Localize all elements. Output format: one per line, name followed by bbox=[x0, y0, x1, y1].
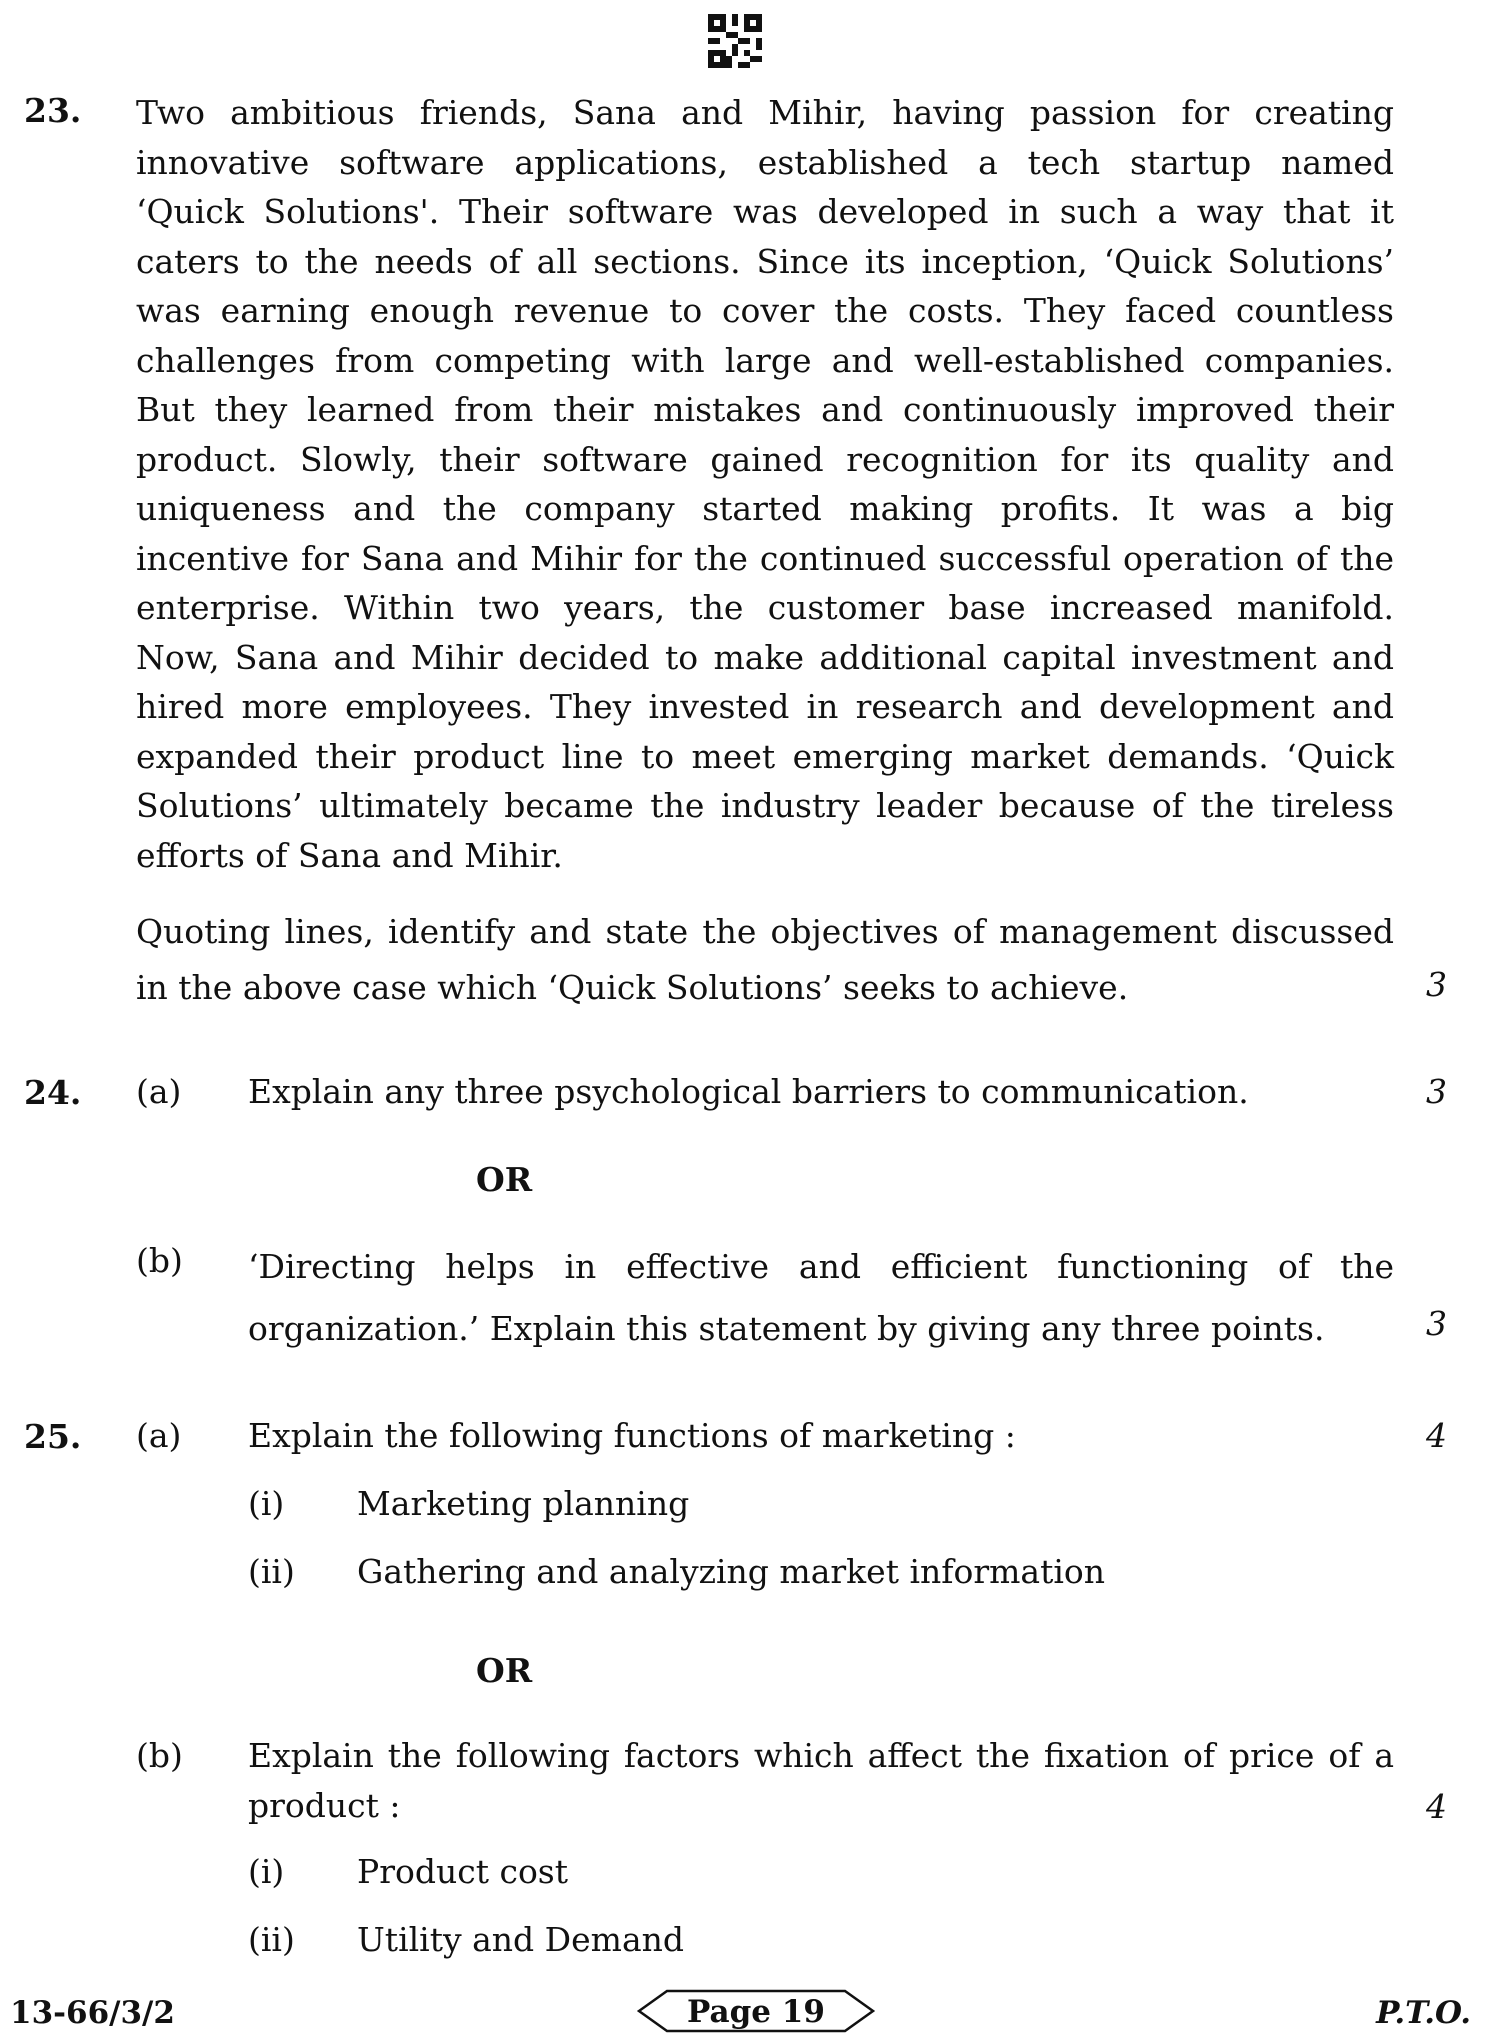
question-25b-item-label: (i) bbox=[248, 1852, 285, 1891]
case-line: uniqueness and the company started making profits. It was a big bbox=[136, 489, 1394, 528]
question-24a-label: (a) bbox=[136, 1072, 182, 1111]
case-line: challenges from competing with large and well-established companies. bbox=[136, 340, 1394, 380]
case-line: product. Slowly, their software gained recognition for its quality and bbox=[136, 439, 1394, 479]
question-25a-item-text: Marketing planning bbox=[357, 1484, 690, 1523]
question-24b-text bbox=[248, 1236, 1394, 1360]
case-line: was earning enough revenue to cover the costs. They faced countless bbox=[136, 291, 1394, 330]
pto-label: P.T.O. bbox=[1376, 1995, 1471, 2031]
question-24a-text: Explain any three psychological barriers to communication. bbox=[248, 1072, 1249, 1111]
question-25a-marks: 4 bbox=[1426, 1416, 1447, 1455]
case-line: incentive for Sana and Mihir for the continued successful operation of the bbox=[136, 538, 1394, 578]
question-25-number: 25. bbox=[24, 1417, 82, 1456]
question-24-number: 24. bbox=[24, 1073, 82, 1112]
qr-code-icon bbox=[708, 14, 762, 68]
question-23-number: 23. bbox=[24, 91, 82, 130]
case-line: But they learned from their mistakes and continuously improved their bbox=[136, 390, 1394, 429]
question-23-prompt bbox=[136, 904, 1394, 1016]
question-25b-item-label: (ii) bbox=[248, 1920, 295, 1959]
question-25a-item-text: Gathering and analyzing market information bbox=[357, 1552, 1106, 1591]
question-25b-item-text: Product cost bbox=[357, 1852, 569, 1891]
page-number: Page 19 bbox=[687, 1994, 825, 2030]
prompt-line: in the above case which ‘Quick Solutions’ seeks to achieve. bbox=[136, 968, 1129, 1007]
question-24b-line: organization.’ Explain this statement by giving any three points. bbox=[248, 1309, 1325, 1348]
case-line: efforts of Sana and Mihir. bbox=[136, 835, 563, 875]
question-25b-item-text: Utility and Demand bbox=[357, 1920, 685, 1959]
case-line: caters to the needs of all sections. Since its inception, ‘Quick Solutions’ bbox=[136, 241, 1394, 281]
question-24b-label: (b) bbox=[136, 1241, 183, 1280]
question-25b-line: Explain the following factors which affect the fixation of price of a bbox=[248, 1736, 1394, 1775]
question-25b-text bbox=[248, 1731, 1394, 1830]
question-25a-text: Explain the following functions of marketing : bbox=[248, 1416, 1016, 1455]
case-line: enterprise. Within two years, the customer base increased manifold. bbox=[136, 588, 1394, 627]
question-25a-label: (a) bbox=[136, 1416, 182, 1455]
question-24-or: OR bbox=[476, 1160, 533, 1199]
case-line: Two ambitious friends, Sana and Mihir, having passion for creating bbox=[136, 93, 1394, 132]
question-23-case-paragraph bbox=[136, 88, 1394, 880]
question-25a-item-label: (i) bbox=[248, 1484, 285, 1523]
case-line: Solutions’ ultimately became the industry leader because of the tireless bbox=[136, 786, 1394, 825]
question-25b-marks: 4 bbox=[1426, 1787, 1447, 1826]
question-24a-marks: 3 bbox=[1426, 1072, 1447, 1111]
case-line: ‘Quick Solutions'. Their software was developed in such a way that it bbox=[136, 192, 1394, 231]
paper-code: 13-66/3/2 bbox=[10, 1995, 175, 2031]
question-25b-label: (b) bbox=[136, 1736, 183, 1775]
prompt-line: Quoting lines, identify and state the objectives of management discussed bbox=[136, 912, 1394, 951]
question-24b-line: ‘Directing helps in effective and efficient functioning of the bbox=[248, 1247, 1394, 1286]
question-24b-marks: 3 bbox=[1426, 1304, 1447, 1343]
case-line: innovative software applications, established a tech startup named bbox=[136, 142, 1394, 182]
question-25b-line: product : bbox=[248, 1785, 401, 1825]
question-25-or: OR bbox=[476, 1651, 533, 1690]
question-25a-item-label: (ii) bbox=[248, 1552, 295, 1591]
question-23-marks: 3 bbox=[1426, 965, 1447, 1004]
page-number-badge bbox=[637, 1988, 875, 2038]
case-line: expanded their product line to meet emerging market demands. ‘Quick bbox=[136, 736, 1394, 776]
case-line: hired more employees. They invested in research and development and bbox=[136, 687, 1394, 726]
case-line: Now, Sana and Mihir decided to make additional capital investment and bbox=[136, 637, 1394, 677]
